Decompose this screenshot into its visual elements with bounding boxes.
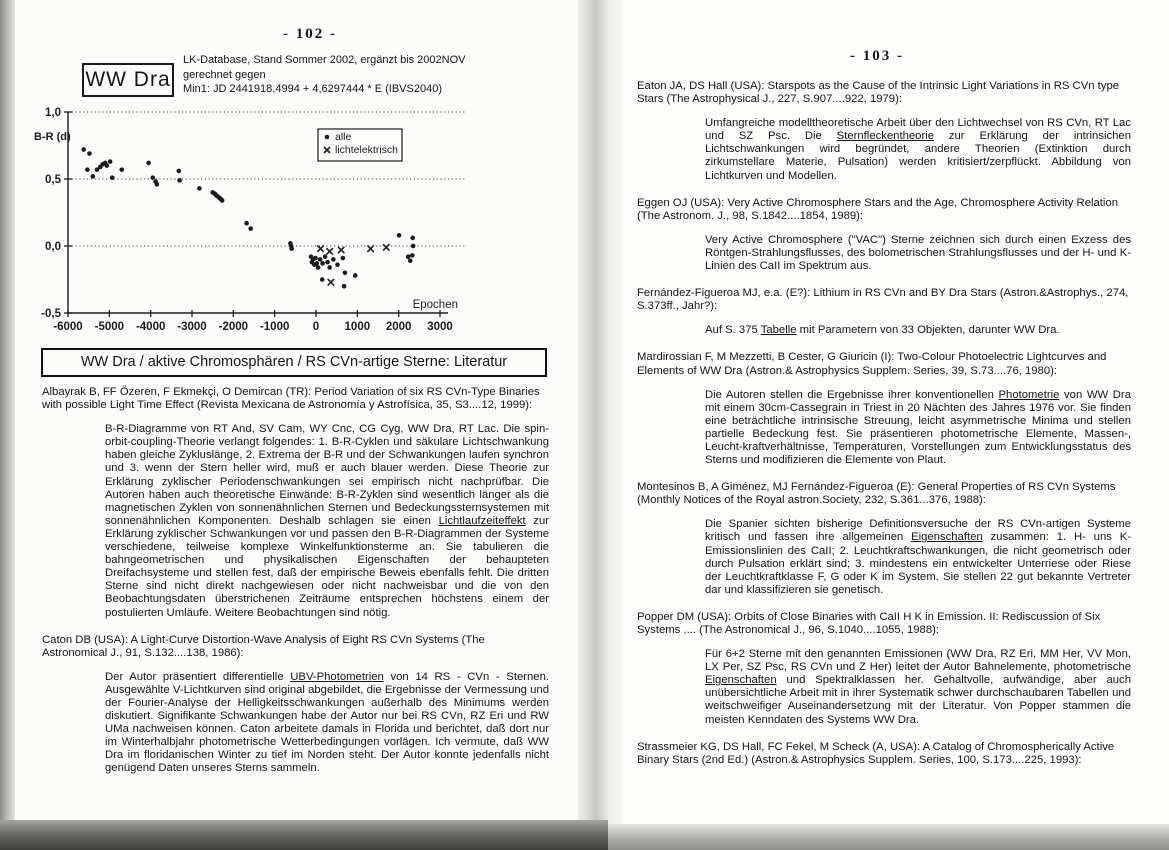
entry-header: Fernández-Figueroa MJ, e.a. (E?): Lithium in RS CVn and BY Dra Stars (Astron.&Astrophys., 274, S.373ff., Jahr?):: [637, 287, 1129, 313]
svg-text:1000: 1000: [344, 321, 371, 333]
entry-header: Montesinos B, A Giménez, MJ Fernández-Figueroa (E): General Properties of RS CVn Systems (Monthly Notices of the Royal astron.Society, 232, S.361...376, 1988):: [637, 481, 1116, 507]
entry-body: Der Autor präsentiert differentielle UBV-Photometrien von 14 RS - CVn - Sternen. Ausgewählte V-Lichtkurven sind original abgebildet, die Ergebnisse der Vermessung und der Fourier-Analyse der Helligkeitsschwankungen außerhalb des Minimums werden diskutiert. Signifikante Schwankungen habe der Autor nur bei RS CVn, RZ Eri und RW UMa nachweisen können. Caton arbeitete damals in Florida und berichtet, daß dort nur im Winterhalbjahr photometrische Wetterbedingungen vorlägen. Ich vermute, daß WW Dra im floridanischen Winter zu tief im Norden steht. Der Autor konnte jedenfalls nicht genügend Daten unseres Sterns sammeln.: [105, 670, 550, 775]
underlined-term: Eigenschaften: [911, 531, 983, 544]
entry-eggen: [637, 197, 1131, 273]
entry-body: Auf S. 375 Tabelle mit Parametern von 33 Objekten, darunter WW Dra.: [705, 324, 1060, 337]
b-r-epoch-diagram: [30, 102, 505, 350]
page-number-right: - 103 -: [850, 48, 904, 64]
x-axis-label: Epochen: [412, 299, 458, 311]
scan-bottom-shadow-left: [0, 820, 608, 850]
underlined-term: Eigenschaften: [705, 674, 777, 687]
underlined-term: UBV-Photometrien: [290, 670, 384, 683]
underlined-term: Sternfleckentheorie: [836, 130, 935, 143]
entry-albayrak: [42, 386, 549, 620]
series-lichtelektrisch: [317, 244, 389, 285]
literature-entries-left: [42, 386, 549, 790]
underlined-term: Photometrie: [998, 388, 1060, 401]
entry-body: Die Autoren stellen die Ergebnisse ihrer konventionellen Photometrie von WW Dra mit einem 30cm-Cassegrain in Triest in 20 Nächten des Jahres 1976 vor. Sie finden eine beträchtliche intrinsische Streuung, leicht asymmetrische Minima und stellen partielle Bedeckung fest. Sie präsentieren photometrische Elemente, Massen-, Leucht-kraftverhältnisse, Temperaturen, Vorstellungen zum Entwicklungsstatus des Sterns und modifizieren die Elemente von Plaut.: [705, 388, 1131, 467]
entry-eaton: [637, 80, 1131, 183]
binding-gutter-shadow: [570, 0, 626, 850]
entry-header: Eaton JA, DS Hall (USA): Starspots as the Cause of the Intrinsic Light Variations in RS CVn type Stars (The Astrophysical J., 227, S.907....922, 1979):: [637, 80, 1120, 106]
svg-text:-6000: -6000: [53, 321, 83, 333]
svg-text:2000: 2000: [385, 321, 412, 333]
page-103: [622, 0, 1169, 850]
entry-header: Caton DB (USA): A Light-Curve Distortion-Wave Analysis of Eight RS CVn Systems (The Astronomical J., 91, S.132....138, 1986):: [42, 633, 485, 659]
scan-bottom-shadow-right: [608, 824, 1169, 850]
svg-text:0: 0: [312, 321, 320, 333]
svg-text:-3000: -3000: [177, 321, 207, 333]
entry-montesinos: [637, 481, 1131, 597]
entry-header: Eggen OJ (USA): Very Active Chromosphere Stars and the Age, Chromosphere Activity Relation (The Astronom. J., 98, S.1842....1854, 1989):: [637, 196, 1118, 222]
entry-header: Mardirossian F, M Mezzetti, B Cester, G Giuricin (I): Two-Colour Photoelectric Lightcurves and Elements of WW Dra (Astron.& Astrophysics Supplem. Series, 39, S.73....76, 1980):: [637, 351, 1107, 377]
svg-text:1,0: 1,0: [45, 107, 61, 119]
svg-text:-5000: -5000: [94, 321, 125, 333]
entry-strassmeier: [637, 741, 1131, 767]
entry-fernandez: [637, 287, 1131, 337]
caption-line-1: LK-Database, Stand Sommer 2002, ergänzt bis 2002NOV: [183, 54, 466, 66]
entry-body: Für 6+2 Sterne mit den genannten Emissionen (WW Dra, RZ Eri, MM Her, VV Mon, LX Per, SZ Psc, RS CVn und Z Her) leitet der Autor Bahnelemente, photometrische Eigenschaften und Spektralklassen her. Gehaltvolle, aufwändige, aber auch unübersichtliche Arbeit mit in ihrer Systematik schwer durchschaubaren Tabellen und weitschweifiger Auseinandersetzung mit der Literatur. Von Popper stammen die meisten Kenndaten des Systems WW Dra.: [705, 648, 1131, 726]
caption-line-2: gerechnet gegen: [183, 68, 266, 81]
legend: [318, 129, 402, 161]
entry-body: B-R-Diagramme von RT And, SV Cam, WY Cnc, CG Cyg, WW Dra, RT Lac. Die spin-orbit-coupling-Theorie verlangt folgendes: 1. B-R-Cyklen und säkulare Lichtschwankung haben gleiche Zykluslänge, 2. Extrema der B-R und der Schwankungen laufen synchron und 3. wenn der Stern heller wird, muß er auch blauer werden. Diese Theorie zur Erklärung zyklischer Periodenschwankungen sei empirisch nicht nachprüfbar. Die Autoren haben auch theoretische Einwände: B-R-Zyklen sind wesentlich länger als die magnetischen Zyklen von sonnenähnlichen Sternen und Bedeckungssternsystemen mit sonnenähnlichen Komponenten. Deshalb schlagen sie einen Lichtlaufzeiteffekt zur Erklärung zyklischer Schwankungen vor und passen den B-R-Diagrammen der Systeme verschiedene, teilweise komplexe Winkelfunktionsterme an. Sie tabulieren die bahngeometrischen und physikalischen Eigenschaften der behaupteten Dreifachsysteme und stellen fest, daß der empirische Beweis ebenfalls fehlt. Die dritten Sterne sind nicht direkt nachgewiesen oder nicht nachweisbar und die von den Beobachtungsdaten überstrichenen Zeiträume entsprechen höchstens einem der postulierten Umläufe. Weitere Beobachtungen sind nötig.: [105, 423, 549, 619]
gridlines: [68, 112, 467, 246]
svg-text:0,5: 0,5: [45, 174, 61, 186]
underlined-term: Tabelle: [760, 324, 797, 337]
series-alle: [81, 147, 415, 288]
star-name-box: WW Dra: [82, 63, 174, 97]
entry-body: Very Active Chromosphere ("VAC") Sterne zeichnen sich durch einen Exzess des Röntgen-Strahlungsflusses, des bolometrischen Strahlungsflusses und der H- und K-Linien des CaII im Spektrum aus.: [705, 233, 1131, 273]
section-title-bar: WW Dra / aktive Chromosphären / RS CVn-artige Sterne: Literatur: [41, 348, 547, 377]
entry-body: Die Spanier sichten bisherige Definitionsversuche der RS CVn-artigen Systeme kritisch und fassen ihre allgemeinen Eigenschaften zusammen: 1. H- uns K-Emissionslinien des CaII; 2. Leuchtkraftschwankungen, die nicht geometrisch oder durch Pulsation erklärt sind; 3. mindestens ein entwickelter Unterriese oder Riese der Leuchtkraftklasse F, G oder K im System. Sie stellen 22 gut bekannte Vertreter dar und klassifizieren sie genetisch.: [705, 518, 1131, 596]
entry-mardirossian: [637, 351, 1131, 467]
svg-text:-4000: -4000: [135, 321, 166, 333]
ephemeris-caption: [183, 53, 563, 97]
svg-text:-0,5: -0,5: [41, 308, 61, 320]
entry-popper: [637, 611, 1131, 727]
page-number-left: - 102 -: [283, 26, 337, 42]
literature-entries-right: [637, 80, 1131, 781]
page-102: [15, 0, 578, 850]
entry-caton: [42, 634, 549, 776]
caption-line-3: Min1: JD 2441918,4994 + 4,6297444 * E (IBVS2040): [183, 83, 442, 95]
legend-label-alle: alle: [335, 131, 352, 143]
svg-text:3000: 3000: [427, 321, 453, 333]
entry-body: Umfangreiche modelltheoretische Arbeit über den Lichtwechsel von RS CVn, RT Lac und SZ Psc. Die Sternfleckentheorie zur Erklärung der intrinsichen Lichtschwankungen wird begründet, andere Theorien (Extinktion durch zirkumstellare Materie, Pulsation) werden kritisiert/zerpflückt. Abbildung von Lichtkurven und Modellen.: [705, 117, 1131, 182]
underlined-term: Lichtlaufzeiteffekt: [438, 514, 526, 527]
entry-header: Albayrak B, FF Özeren, F Ekmekçi, O Demircan (TR): Period Variation of six RS CVn-Type Binaries with possible Light Time Effect (Revista Mexicana de Astronomía y Astrofísica, 35, S3....12, 1999):: [42, 386, 540, 412]
y-axis-label: B-R (d): [34, 131, 71, 143]
chart-svg: [30, 102, 505, 350]
svg-text:-1000: -1000: [259, 321, 290, 333]
entry-header: Popper DM (USA): Orbits of Close Binaries with CaII H K in Emission. II: Rediscussion of Six Systems .... (The Astronomical J., 96, S.1040....1055, 1988):: [637, 610, 1101, 636]
svg-text:-2000: -2000: [218, 321, 249, 333]
entry-header: Strassmeier KG, DS Hall, FC Fekel, M Scheck (A, USA): A Catalog of Chromospherically Active Binary Stars (2nd Ed.) (Astron.& Astrophysics Supplem. Series, 100, S.173....225, 1993):: [637, 740, 1115, 766]
legend-label-lichtelektrisch: lichtelektrisch: [335, 144, 399, 156]
svg-text:0,0: 0,0: [45, 241, 61, 253]
